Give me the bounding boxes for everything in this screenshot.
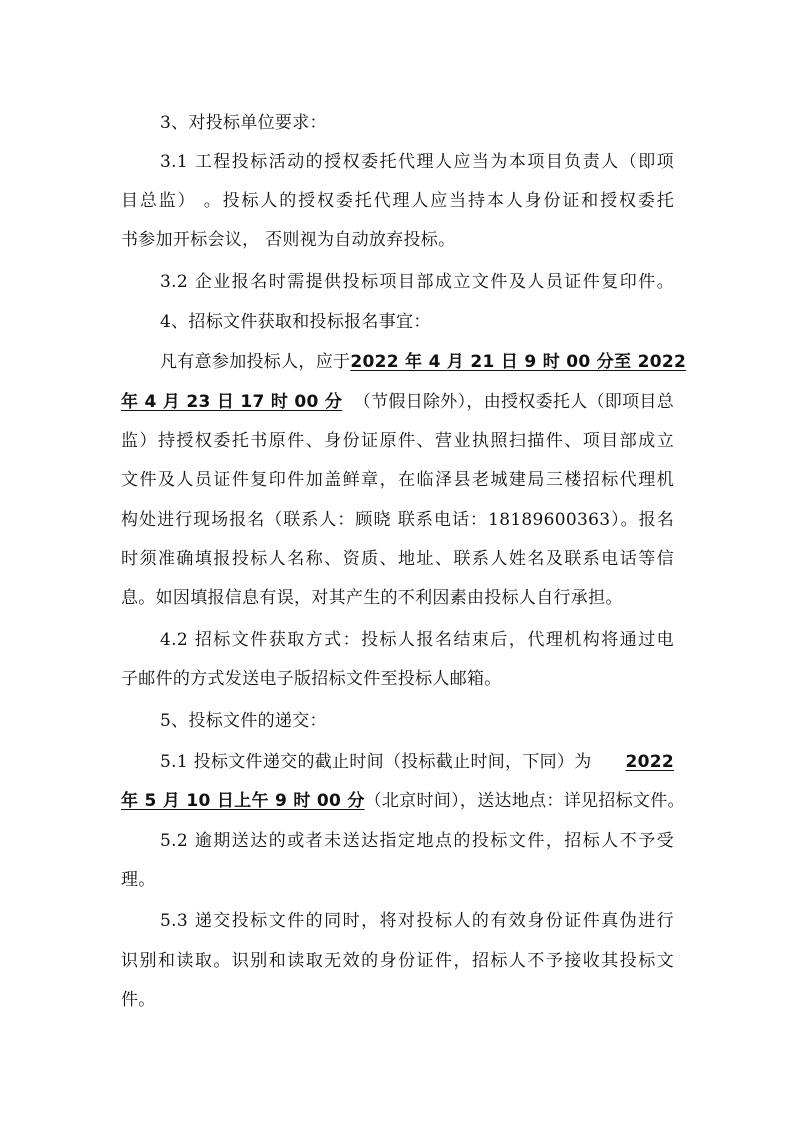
- paragraph-4-line-1: [160, 351, 687, 373]
- paragraph-4-2-line-2: 子邮件的方式发送电子版招标文件至投标人邮箱。: [121, 669, 502, 689]
- paragraph-5-1-line-2-text: （北京时间），送达地点：详见招标文件。: [364, 791, 685, 811]
- paragraph-4-line-6: 时须准确填报投标人名称、资质、地址、联系人姓名及联系电话等信: [121, 549, 674, 569]
- paragraph-3-1-line-3: 书参加开标会议， 否则视为自动放弃投标。: [121, 230, 456, 250]
- registration-period-start: 2022 年 4 月 21 日 9 时 00 分至 2022: [350, 352, 687, 372]
- paragraph-3-1-line-1: 3.1 工程投标活动的授权委托代理人应当为本项目负责人（即项: [160, 152, 674, 172]
- registration-period-end: 年 4 月 23 日 17 时 00 分: [121, 392, 343, 412]
- deadline-date-time: 年 5 月 10 日上午 9 时 00 分: [121, 791, 365, 811]
- paragraph-4-line-5: 构处进行现场报名（联系人：顾晓 联系电话：18189600363）。报名: [121, 510, 674, 530]
- paragraph-4-line-4: 文件及人员证件复印件加盖鲜章，在临泽县老城建局三楼招标代理机: [121, 470, 674, 490]
- paragraph-5-1-line-1-text: 5.1 投标文件递交的截止时间（投标截止时间，下同）为: [160, 752, 592, 772]
- paragraph-3-2: 3.2 企业报名时需提供投标项目部成立文件及人员证件复印件。: [160, 272, 674, 292]
- paragraph-5-1-line-2: [121, 790, 685, 812]
- section-3-heading: 3、对投标单位要求：: [160, 113, 327, 133]
- paragraph-5-3-line-3: 件。: [121, 990, 156, 1010]
- paragraph-5-1-line-1: [160, 751, 674, 773]
- section-4-heading: 4、招标文件获取和投标报名事宜：: [160, 312, 431, 332]
- paragraph-4-line-2-text: （节假日除外），由授权委托人（即项目总: [353, 392, 674, 412]
- paragraph-4-line-3: 监）持授权委托书原件、身份证原件、营业执照扫描件、项目部成立: [121, 431, 674, 451]
- paragraph-4-2-line-1: 4.2 招标文件获取方式：投标人报名结束后，代理机构将通过电: [160, 630, 674, 650]
- paragraph-3-1-line-2: 目总监） 。投标人的授权委托代理人应当持本人身份证和授权委托: [121, 191, 674, 211]
- paragraph-5-3-line-2: 识别和读取。识别和读取无效的身份证件，招标人不予接收其投标文: [121, 951, 674, 971]
- section-5-heading: 5、投标文件的递交：: [160, 711, 327, 731]
- deadline-year: 2022: [625, 752, 674, 772]
- paragraph-5-2-line-2: 理。: [121, 870, 156, 890]
- paragraph-4-line-7: 息。如因填报信息有误，对其产生的不利因素由投标人自行承担。: [121, 588, 623, 608]
- paragraph-4-line-2: [121, 391, 674, 413]
- paragraph-4-line-1-text: 凡有意参加投标人，应于: [160, 352, 351, 372]
- paragraph-5-2-line-1: 5.2 逾期送达的或者未送达指定地点的投标文件，招标人不予受: [160, 831, 674, 851]
- paragraph-5-3-line-1: 5.3 递交投标文件的同时，将对投标人的有效身份证件真伪进行: [160, 911, 674, 931]
